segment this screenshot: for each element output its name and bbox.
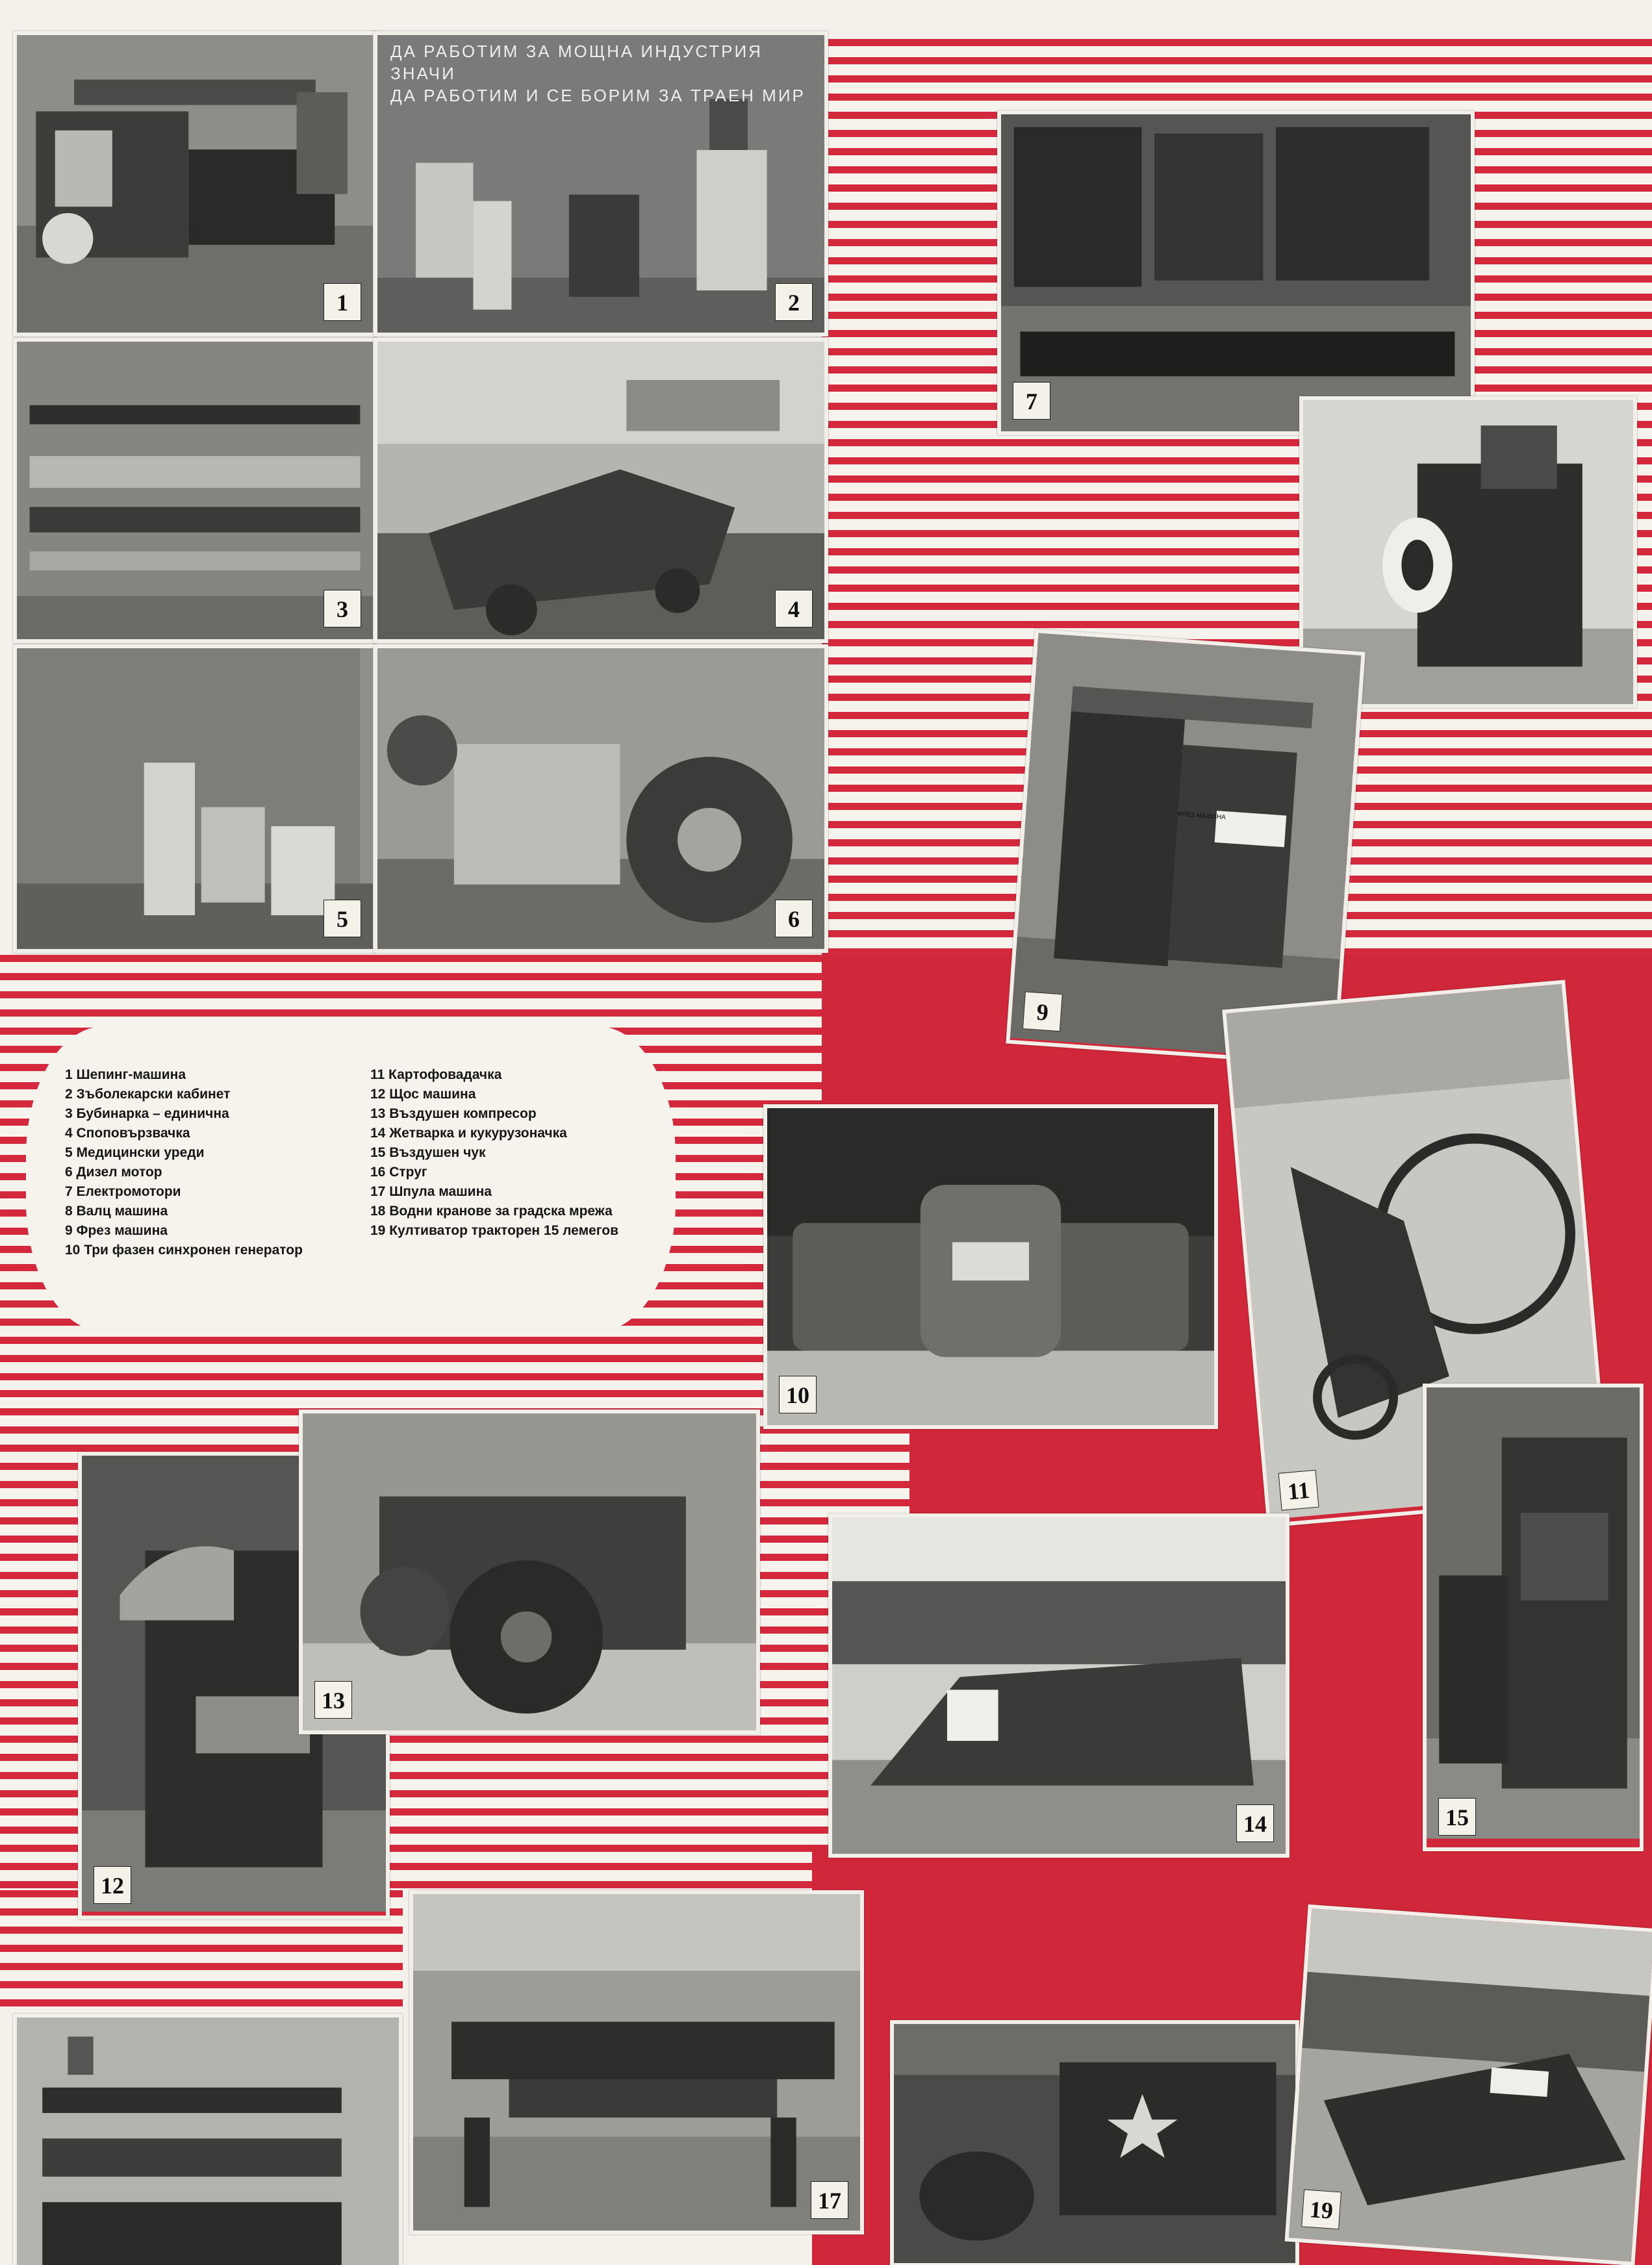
photo-7-electric-motors xyxy=(997,110,1475,435)
photo-4-scene xyxy=(377,342,824,642)
photo-5-scene xyxy=(17,648,373,950)
photo-13-scene xyxy=(303,1413,756,1733)
legend-item: 12 Щос машина xyxy=(370,1087,476,1102)
photo-1-shaping-machine xyxy=(13,31,377,336)
photo-2-dental-cabinet xyxy=(374,31,828,336)
photo-16-scene xyxy=(17,2018,399,2265)
photo-16-bobbin-machine xyxy=(13,2014,403,2265)
photo-19-tractor-cultivator xyxy=(1285,1904,1652,2265)
photo-number: 1 xyxy=(324,283,361,321)
legend-column-right xyxy=(370,1065,618,1241)
photo-number: 6 xyxy=(775,900,813,937)
photo-9-scene xyxy=(1010,633,1361,1060)
photo-number: 2 xyxy=(775,283,813,321)
legend-item: 10 Три фазен синхронен генератор xyxy=(65,1243,303,1258)
photo-7-scene xyxy=(1001,114,1471,434)
photo-3-scene xyxy=(17,342,373,640)
photo-number: 17 xyxy=(811,2181,848,2219)
legend-item: 7 Електромотори xyxy=(65,1184,181,1199)
legend-item: 9 Фрез машина xyxy=(65,1223,168,1238)
photo-18-scene xyxy=(894,2024,1295,2265)
legend-item: 15 Въздушен чук xyxy=(370,1145,486,1160)
photo-number: 11 xyxy=(1278,1470,1319,1511)
photo-14-scene xyxy=(832,1517,1286,1856)
photo-number: 10 xyxy=(779,1376,817,1413)
photo-17-lathe xyxy=(409,1890,864,2234)
photo-2-banner xyxy=(390,40,811,107)
photo-17-scene xyxy=(413,1894,860,2233)
photo-14-harvester xyxy=(828,1513,1290,1858)
banner-line-1: ДА РАБОТИМ ЗА МОЩНА ИНДУСТРИЯ ЗНАЧИ xyxy=(390,42,763,83)
photo-number: 19 xyxy=(1301,2189,1341,2229)
legend-item: 19 Култиватор тракторен 15 лемегов xyxy=(370,1223,618,1238)
legend-item: 5 Медицински уреди xyxy=(65,1145,205,1160)
photo-number: 7 xyxy=(1013,382,1050,420)
legend-item: 14 Жетварка и кукурузоначка xyxy=(370,1126,567,1141)
legend-item: 1 Шепинг-машина xyxy=(65,1067,186,1082)
photo-6-scene xyxy=(377,648,824,952)
legend-item: 16 Струг xyxy=(370,1165,427,1180)
photo-9-milling-machine xyxy=(1006,629,1365,1067)
legend-item: 17 Шпула машина xyxy=(370,1184,492,1199)
legend-item: 2 Зъболекарски кабинет xyxy=(65,1087,231,1102)
legend-item: 6 Дизел мотор xyxy=(65,1165,162,1180)
photo-number: 3 xyxy=(324,590,361,627)
legend-item: 3 Бубинарка – единична xyxy=(65,1106,229,1121)
photo-10-generator xyxy=(763,1104,1218,1429)
photo-number: 15 xyxy=(1438,1798,1476,1836)
photo-15-scene xyxy=(1427,1387,1640,1839)
photo-10-scene xyxy=(767,1108,1214,1427)
photo-18-water-valves xyxy=(890,2020,1299,2265)
photo-number: 12 xyxy=(94,1866,131,1904)
legend-panel xyxy=(26,1026,676,1332)
photo-3-winding-machine xyxy=(13,338,377,643)
machine-sign: ФРЕЗ МАШИНА xyxy=(1176,810,1226,822)
photo-13-air-compressor xyxy=(299,1410,760,1734)
legend-item: 4 Споповързвачка xyxy=(65,1126,190,1141)
photo-number: 4 xyxy=(775,590,813,627)
legend-column-left xyxy=(65,1065,303,1260)
photo-19-scene xyxy=(1289,1908,1652,2262)
photo-number: 5 xyxy=(324,900,361,937)
photo-6-diesel-motor xyxy=(374,644,828,953)
legend-item: 11 Картофовадачка xyxy=(370,1067,502,1082)
photo-number: 9 xyxy=(1023,991,1063,1031)
photo-1-scene xyxy=(17,35,373,334)
legend-item: 18 Водни кранове за градска мрежа xyxy=(370,1204,613,1219)
banner-line-2: ДА РАБОТИМ И СЕ БОРИМ ЗА ТРАЕН МИР xyxy=(390,86,806,105)
legend-item: 8 Валц машина xyxy=(65,1204,168,1219)
photo-15-air-hammer xyxy=(1423,1384,1644,1851)
legend-item: 13 Въздушен компресор xyxy=(370,1106,537,1121)
photo-number: 13 xyxy=(314,1681,352,1719)
photo-4-binder xyxy=(374,338,828,643)
photo-number: 14 xyxy=(1236,1804,1274,1842)
photo-5-medical-devices xyxy=(13,644,377,953)
